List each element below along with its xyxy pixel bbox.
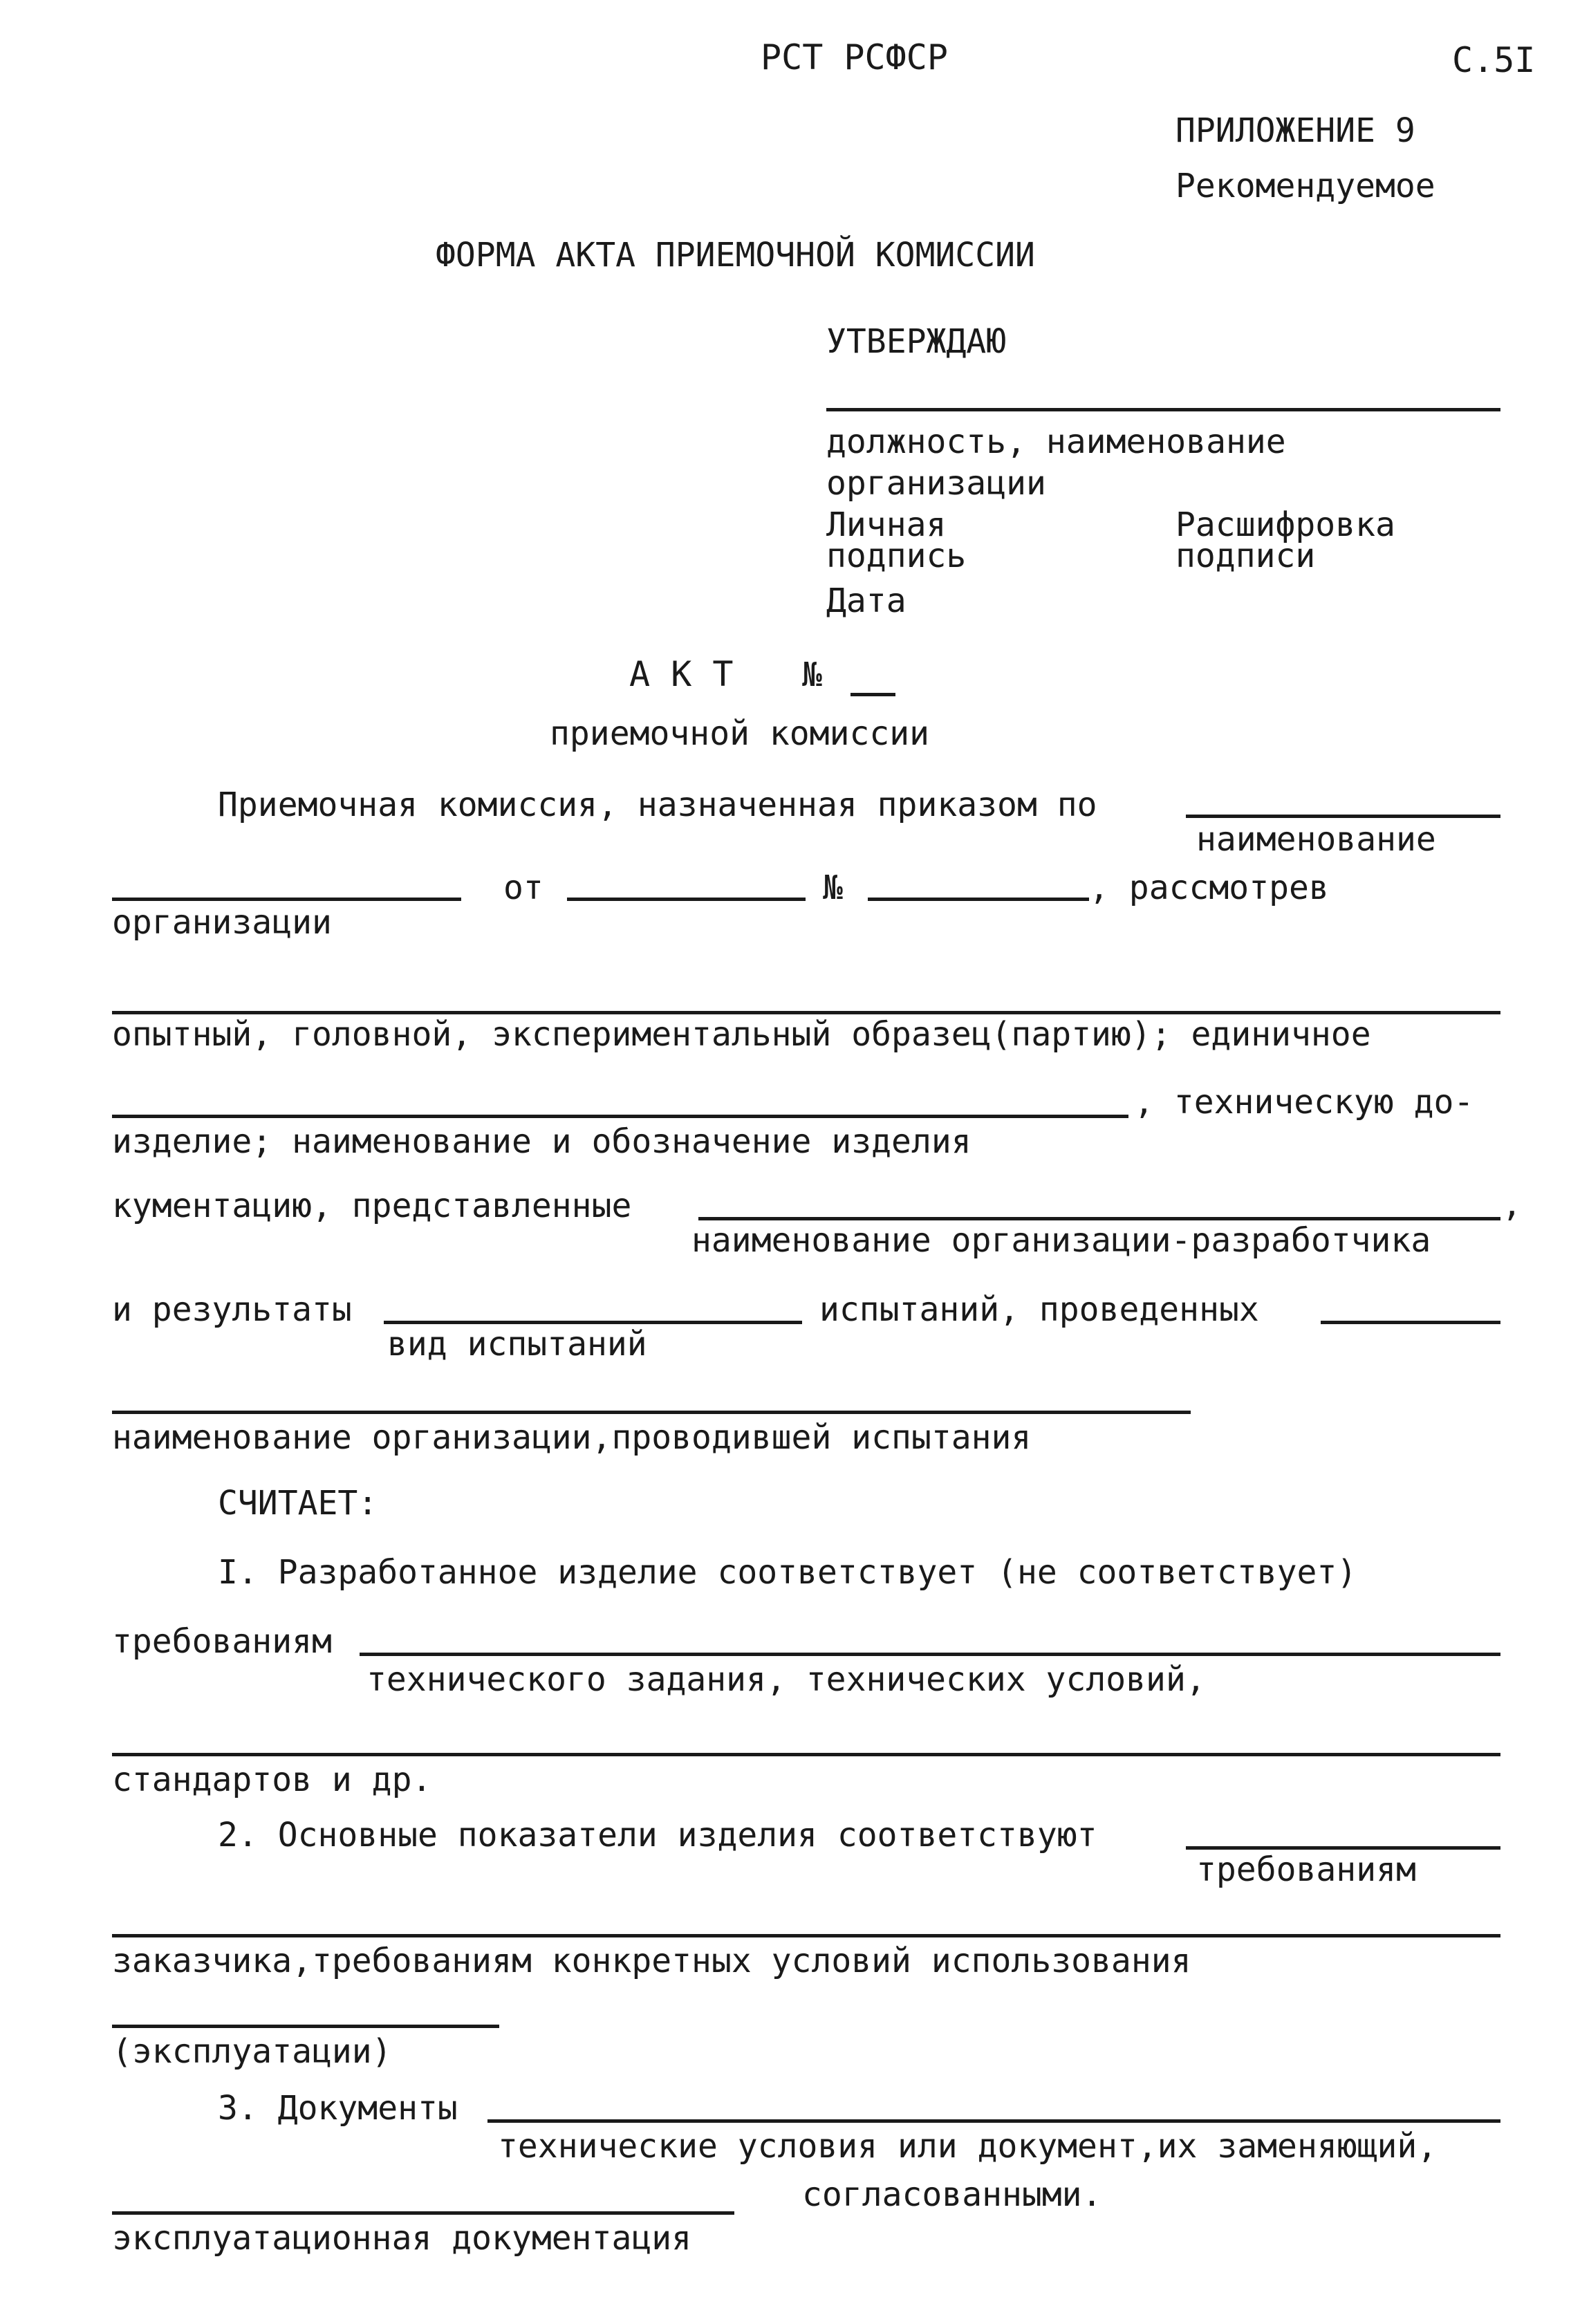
- item-3-text: 3. Документы: [218, 2089, 458, 2128]
- requirements-hint: технического задания, технических условий,: [366, 1660, 1206, 1699]
- test-type-hint: вид испытаний: [387, 1325, 647, 1364]
- requirements-line: [360, 1653, 1500, 1656]
- decoding-hint-1: Расшифровка: [1175, 505, 1395, 544]
- operation-line: [112, 2025, 499, 2028]
- results-text: и результаты: [112, 1290, 352, 1329]
- standards-line: [112, 1753, 1500, 1756]
- customer-requirements-line: [1186, 1846, 1500, 1850]
- act-subtitle: приемочной комиссии: [550, 714, 930, 753]
- reviewed-text: , рассмотрев: [1089, 868, 1329, 907]
- product-name-line: [112, 1115, 1128, 1118]
- standard-code: РСТ РСФСР: [761, 37, 948, 77]
- appendix-status: Рекомендуемое: [1175, 167, 1435, 205]
- page-number: С.5I: [1452, 40, 1536, 80]
- item-1-requirements: требованиям: [112, 1622, 332, 1661]
- act-title: А К Т: [629, 654, 734, 694]
- decoding-hint-2: подписи: [1175, 537, 1316, 575]
- developer-comma: ,: [1502, 1185, 1522, 1224]
- position-hint-2: организации: [826, 464, 1046, 503]
- operational-docs-hint: эксплуатационная документация: [112, 2219, 692, 2258]
- order-date-line: [567, 898, 806, 901]
- tech-doc-text: , техническую до-: [1134, 1083, 1474, 1122]
- date-hint: Дата: [826, 582, 907, 620]
- documentation-text: кументацию, представленные: [112, 1187, 632, 1225]
- from-label: от: [503, 868, 543, 907]
- form-title: ФОРМА АКТА ПРИЕМОЧНОЙ КОМИССИИ: [436, 236, 1035, 275]
- sample-type-hint: опытный, головной, экспериментальный образец(партию); единичное: [112, 1015, 1371, 1054]
- operation-hint: (эксплуатации): [112, 2032, 392, 2071]
- documents-line: [487, 2119, 1500, 2123]
- appendix-number: ПРИЛОЖЕНИЕ 9: [1175, 111, 1415, 150]
- position-hint-1: должность, наименование: [826, 422, 1286, 461]
- order-org-line: [1186, 815, 1500, 818]
- intro-text: Приемочная комиссия, назначенная приказом по: [218, 785, 1097, 824]
- tests-conducted-text: испытаний, проведенных: [819, 1290, 1259, 1329]
- org-hint: организации: [112, 903, 332, 942]
- approval-heading: УТВЕРЖДАЮ: [826, 322, 1007, 361]
- org-name-hint: наименование: [1196, 820, 1436, 859]
- usage-conditions-line: [112, 1934, 1500, 1937]
- order-number-sign: №: [823, 868, 843, 907]
- signature-hint-2: подпись: [826, 537, 967, 575]
- developer-org-line: [698, 1217, 1500, 1220]
- act-number-blank: [850, 693, 895, 696]
- item-2-text: 2. Основные показатели изделия соответствуют: [218, 1816, 1097, 1854]
- documents-hint: технические условия или документ,их заменяющий,: [498, 2127, 1438, 2166]
- test-type-line: [384, 1321, 802, 1324]
- sample-type-line: [112, 1011, 1500, 1014]
- product-name-hint: изделие; наименование и обозначение изделия: [112, 1122, 972, 1161]
- testing-org-hint: наименование организации,проводившей испытания: [112, 1418, 1032, 1457]
- usage-conditions-hint: заказчика,требованиям конкретных условий использования: [112, 1942, 1191, 1980]
- customer-requirements-hint: требованиям: [1196, 1850, 1416, 1889]
- agreed-text: согласованными.: [802, 2175, 1102, 2214]
- approval-signature-line: [826, 408, 1500, 411]
- org-name-line: [112, 898, 461, 901]
- testing-org-line: [112, 1411, 1191, 1414]
- developer-org-hint: наименование организации-разработчика: [691, 1221, 1431, 1260]
- testing-org-line-start: [1321, 1321, 1500, 1324]
- act-number-sign: №: [802, 656, 822, 694]
- order-number-line: [868, 898, 1089, 901]
- operational-docs-line: [112, 2211, 734, 2215]
- item-1-text: I. Разработанное изделие соответствует (не соответствует): [218, 1553, 1357, 1592]
- signature-hint-1: Личная: [826, 505, 947, 544]
- standards-hint: стандартов и др.: [112, 1760, 432, 1799]
- considers-heading: СЧИТАЕТ:: [218, 1484, 378, 1523]
